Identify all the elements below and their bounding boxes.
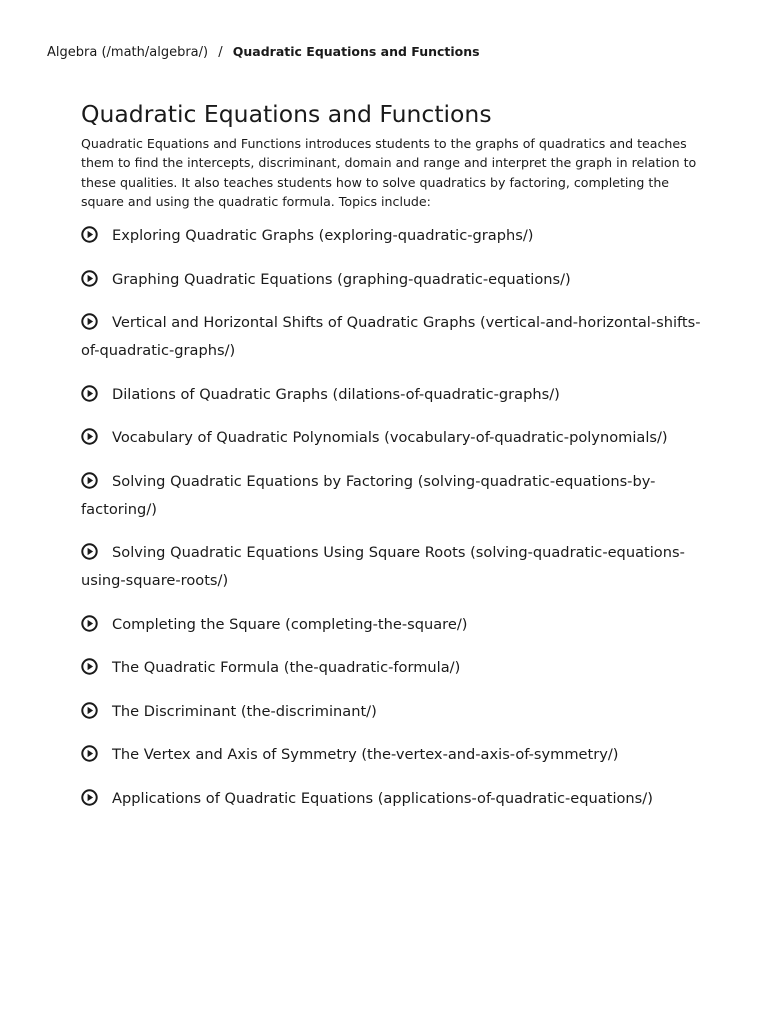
topic-item[interactable] [81,424,706,452]
play-circle-icon [81,789,98,806]
topic-item[interactable] [81,785,706,813]
play-circle-icon [81,702,98,719]
topic-item[interactable] [81,741,706,769]
topic-item[interactable] [81,611,706,639]
play-circle-icon [81,472,98,489]
intro-paragraph: Quadratic Equations and Functions introduces students to the graphs of quadratics and teaches them to find the intercepts, discriminant, domain and range and interpret the graph in relation to these qualities. It also teaches students how to solve quadratics by factoring, completing the square and using the quadratic formula. Topics include: [81,136,697,210]
topic-item[interactable] [81,266,706,294]
play-circle-icon [81,745,98,762]
breadcrumb [47,43,480,62]
topic-link[interactable]: The Discriminant (the-discriminant/) [112,702,377,720]
play-circle-icon [81,226,98,243]
topic-item[interactable] [81,698,706,726]
topic-link[interactable]: Solving Quadratic Equations by Factoring (solving-quadratic-equations-by-factoring/) [81,472,656,518]
play-circle-icon [81,313,98,330]
topic-link[interactable]: Solving Quadratic Equations Using Square Roots (solving-quadratic-equations-using-square-roots/) [81,544,685,589]
topic-link[interactable]: Applications of Quadratic Equations (applications-of-quadratic-equations/) [112,789,653,807]
topic-link[interactable]: Vertical and Horizontal Shifts of Quadratic Graphs (vertical-and-horizontal-shifts-of-quadratic-graphs/) [81,314,701,359]
play-circle-icon [81,270,98,287]
topic-item[interactable] [81,539,706,595]
topic-link[interactable]: Vocabulary of Quadratic Polynomials (vocabulary-of-quadratic-polynomials/) [112,429,668,446]
play-circle-icon [81,428,98,445]
topic-item[interactable] [81,381,706,409]
play-circle-icon [81,385,98,402]
main-content [81,98,701,212]
topic-link[interactable]: Dilations of Quadratic Graphs (dilations-of-quadratic-graphs/) [112,385,560,403]
topic-list [81,222,706,828]
play-circle-icon [81,658,98,675]
breadcrumb-current: Quadratic Equations and Functions [232,44,480,59]
play-circle-icon [81,543,98,560]
topic-link[interactable]: Completing the Square (completing-the-square/) [112,615,468,633]
topic-link[interactable]: Graphing Quadratic Equations (graphing-quadratic-equations/) [112,270,571,288]
topic-link[interactable]: Exploring Quadratic Graphs (exploring-quadratic-graphs/) [112,227,534,244]
breadcrumb-separator: / [218,45,223,60]
topic-link[interactable]: The Vertex and Axis of Symmetry (the-vertex-and-axis-of-symmetry/) [112,746,619,763]
breadcrumb-parent-link[interactable]: Algebra (/math/algebra/) [47,45,209,60]
topic-item[interactable] [81,654,706,682]
topic-item[interactable] [81,309,706,365]
topic-item[interactable] [81,468,706,524]
page-title: Quadratic Equations and Functions [81,100,492,128]
topic-item[interactable] [81,222,706,250]
play-circle-icon [81,615,98,632]
topic-link[interactable]: The Quadratic Formula (the-quadratic-formula/) [112,659,461,676]
